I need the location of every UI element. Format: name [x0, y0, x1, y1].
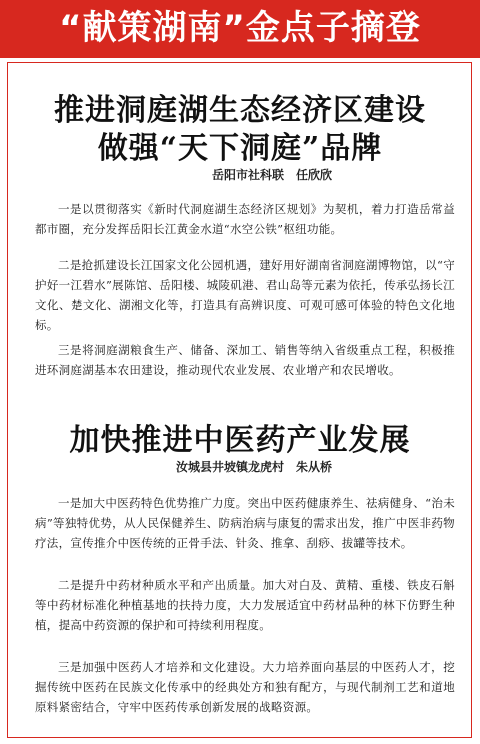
- article1-paragraph-2: 二是抢抓建设长江国家文化公园机遇，建好用好湖南省洞庭湖博物馆，以“守护好一江碧水”展陈馆、岳阳楼、城陵矶港、君山岛等元素为依托，传承弘扬长江文化、楚文化、湖湘文化等，打造具有高辨识度、可观可感可体验的特色文化地标。: [35, 258, 455, 332]
- article1-paragraph-3: 三是将洞庭湖粮食生产、储备、深加工、销售等纳入省级重点工程，积极推进环洞庭湖基本农田建设，推动现代农业发展、农业增产和农民增收。: [35, 343, 455, 377]
- article1-paragraph-1: 一是以贯彻落实《新时代洞庭湖生态经济区规划》为契机，着力打造岳常益都市圈，充分发挥岳阳长江黄金水道“水空公铁”枢纽功能。: [35, 202, 455, 236]
- article1-title-line1: 推进洞庭湖生态经济区建设: [54, 93, 426, 128]
- banner-title: “献策湖南”金点子摘登: [59, 8, 421, 48]
- article2-title: 加快推进中医药产业发展: [69, 423, 411, 458]
- article1-title-line2: 做强“天下洞庭”品牌: [97, 131, 383, 166]
- article2-paragraph-1: 一是加大中医药特色优势推广力度。突出中医药健康养生、祛病健身、“治未病”等独特优势，从人民保健养生、防病治病与康复的需求出发，推广中医非药物疗法，宣传推介中医传统的正骨手法、针灸、推拿、刮痧、拔罐等技术。: [35, 496, 455, 550]
- article2-paragraph-2: 二是提升中药材种质水平和产出质量。加大对白及、黄精、重楼、铁皮石斛等中药材标准化种植基地的扶持力度，大力发展适宜中药材品种的林下仿野生种植，提高中药资源的保护和可持续利用程度。: [35, 578, 455, 632]
- article1-byline: 岳阳市社科联 任欣欣: [212, 168, 333, 182]
- article2-paragraph-3: 三是加强中医药人才培养和文化建设。大力培养面向基层的中医药人才，挖掘传统中医药在民族文化传承中的经典处方和独有配方，与现代制剂工艺和道地原料紧密结合，守牢中医药传承创新发展的战略资源。: [35, 660, 455, 714]
- column-banner: [0, 0, 480, 58]
- article2-byline: 汝城县井坡镇龙虎村 朱从桥: [176, 460, 333, 474]
